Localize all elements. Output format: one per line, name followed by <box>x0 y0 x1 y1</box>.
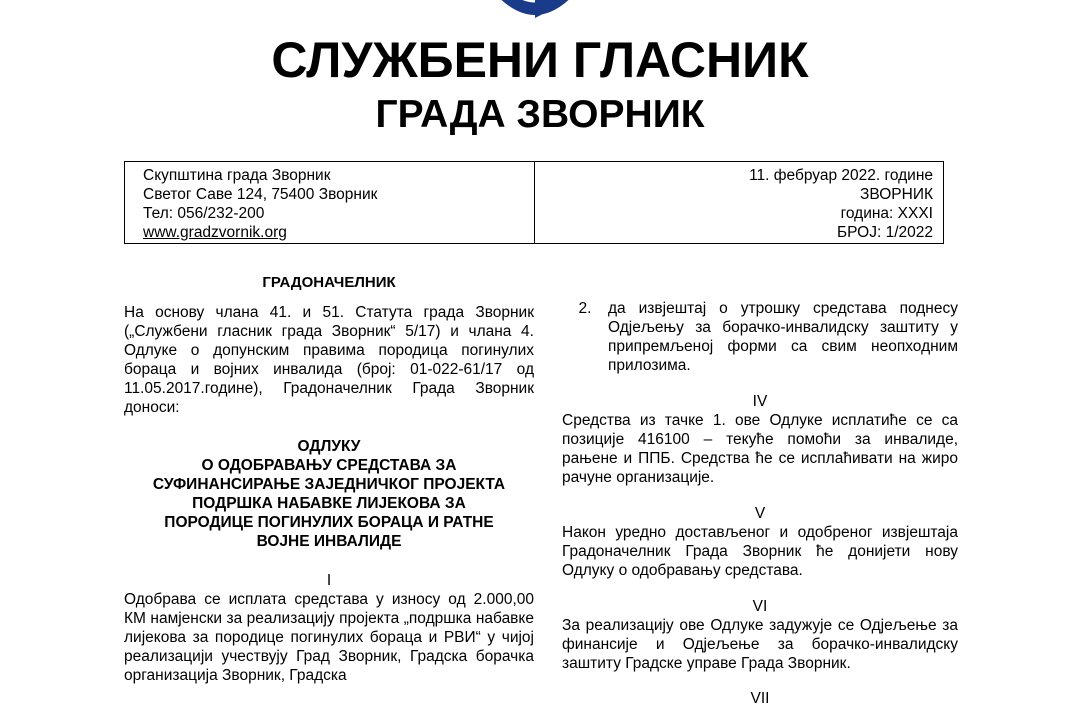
left-column <box>124 303 534 685</box>
section-VI-text: За реализацију ове Одлуке задужује се Одјељење за финансије и Одјељење за борачко-инвалидску заштиту Градске управе Града Зворник. <box>562 617 958 672</box>
section-IV-heading: IV <box>752 393 768 410</box>
gazette-subtitle: ГРАДА ЗВОРНИК <box>375 93 705 136</box>
issue-city: ЗВОРНИК <box>860 186 933 203</box>
preamble: На основу члана 41. и 51. Статута града Зворник („Службени гласник града Зворник“ 5/17) и члана 4. Одлуке о допунским правима породица погинулих бораца и војних инвалида (број: 01-022-61/17 од 11.05.2017.године), Градоначелник Града Зворник доноси: <box>124 304 534 416</box>
section-V-heading: V <box>754 505 766 522</box>
publisher-name: Скупштина града Зворник <box>143 167 331 184</box>
issue-info <box>535 162 943 243</box>
list-item-text: да извјештај о утрошку средстава поднесу Одјељењу за борачко-инвалидску заштиту у припремљеној форми са свим неопходним прилозима. <box>608 300 958 374</box>
decision-subtitle: О ОДОБРАВАЊУ СРЕДСТАВА ЗА СУФИНАНСИРАЊЕ ЗАЈЕДНИЧКОГ ПРОЈЕКТА ПОДРШКА НАБАВКЕ ЛИЈЕКОВА ЗА ПОРОДИЦЕ ПОГИНУЛИХ БОРАЦА И РАТНЕ ВОЈНЕ ИНВАЛИДЕ <box>152 457 506 550</box>
decision-title: ОДЛУКУ <box>297 438 361 455</box>
publisher-address: Светог Саве 124, 75400 Зворник <box>143 186 378 203</box>
publisher-phone: Тел: 056/232-200 <box>143 205 265 222</box>
right-column <box>562 299 958 708</box>
section-I-heading: I <box>326 572 332 589</box>
issue-number: БРОЈ: 1/2022 <box>837 224 933 241</box>
gazette-title: СЛУЖБЕНИ ГЛАСНИК <box>271 32 809 88</box>
publisher-website-link[interactable]: www.gradzvornik.org <box>143 224 287 241</box>
section-VI-heading: VI <box>752 598 768 615</box>
list-item-number: 2. <box>578 300 592 317</box>
issue-year: година: XXXI <box>840 205 933 222</box>
section-V-text: Након уредно достављеног и одобреног извјештаја Градоначелник Града Зворник ће донијети нову Одлуку о одобравању средстава. <box>562 524 958 579</box>
section-VII-heading: VII <box>750 690 770 707</box>
publisher-info <box>125 162 535 243</box>
section-I-text: Одобрава се исплата средстава у износу од 2.000,00 КМ намјенски за реализацију пројекта „подршка набавке лијекова за породице погинулих бораца и РВИ“ у чијој реализацији учествују Град Зворник, Градска борачка организација Зворник, Градска <box>124 591 534 684</box>
gazette-info-box <box>124 161 944 244</box>
issuing-authority: ГРАДОНАЧЕЛНИК <box>262 274 396 291</box>
city-emblem <box>450 0 620 20</box>
list-item-2 <box>562 299 958 375</box>
section-IV-text: Средства из тачке 1. ове Одлуке исплатиће се са позиције 416100 – текуће помоћи за инвалиде, рањене и ППБ. Средства ће се исплаћивати на жиро рачуне организације. <box>562 412 958 486</box>
issue-date: 11. фебруар 2022. године <box>749 167 933 184</box>
